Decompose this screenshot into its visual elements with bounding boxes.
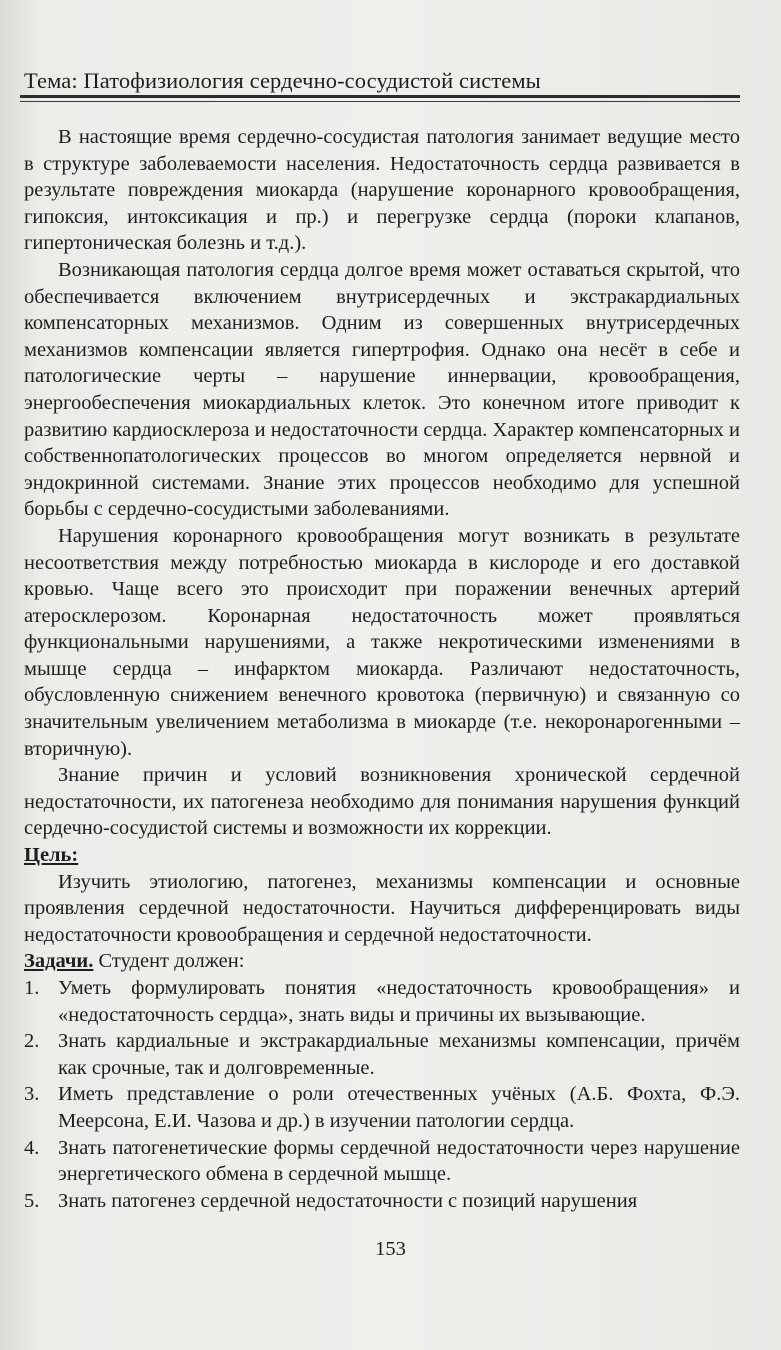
- paragraph-coronary: Нарушения коронарного кровообращения могут возникать в результате несоответствия между потребностью миокарда в кислороде и его доставкой кровью. Чаще всего это происходит при поражении венечных артерий атеросклерозом. Коронарная недостаточность может проявляться функциональными нарушениями, а также некротическими изменениями в мышце сердца – инфарктом миокарда. Различают недостаточность, обусловленную снижением венечного кровотока (первичную) и связанную со значительным увеличением метаболизма в миокарде (т.е. некоронарогенными – вторичную).: [24, 524, 740, 760]
- page-header-title: Тема: Патофизиология сердечно-сосудистой системы: [24, 68, 541, 93]
- task-item: [24, 1135, 740, 1188]
- task-number: 4.: [24, 1136, 40, 1159]
- task-item: [24, 1081, 740, 1134]
- tasks-list: [24, 975, 740, 1214]
- task-number: 1.: [24, 977, 40, 999]
- task-number: 3.: [24, 1083, 40, 1106]
- task-number: 2.: [24, 1030, 40, 1053]
- task-text: Знать патогенез сердечной недостаточности с позиций нарушения: [58, 1189, 638, 1212]
- tasks-intro: Студент должен:: [93, 950, 245, 973]
- tasks-heading: Задачи.: [24, 950, 94, 973]
- task-text: Иметь представление о роли отечественных учёных (А.Б. Фохта, Ф.Э. Меерсона, Е.И. Чазова и др.) в изучении патологии сердца.: [58, 1083, 740, 1132]
- task-text: Знать патогенетические формы сердечной недостаточности через нарушение энергетического обмена в сердечной мышце.: [58, 1136, 740, 1186]
- paragraph-knowledge: Знание причин и условий возникновения хронической сердечной недостаточности, их патогенеза необходимо для понимания нарушения функций сердечно-сосудистой системы и возможности их коррекции.: [24, 764, 740, 840]
- task-item: [24, 1188, 740, 1215]
- page-number: 153: [375, 1238, 406, 1260]
- header-rule-thick: [20, 95, 740, 98]
- task-text: Знать кардиальные и экстракардиальные механизмы компенсации, причём как срочные, так и долговременные.: [58, 1030, 740, 1079]
- task-text: Уметь формулировать понятия «недостаточность кровообращения» и «недостаточность сердца», знать виды и причины их вызывающие.: [58, 977, 740, 1026]
- tasks-line: [24, 948, 740, 975]
- goal-text: Изучить этиологию, патогенез, механизмы компенсации и основные проявления сердечной недостаточности. Научиться дифференцировать виды недостаточности кровообращения и сердечной недостаточности.: [24, 870, 740, 946]
- task-number: 5.: [24, 1189, 40, 1212]
- header-rule-thin: [20, 101, 740, 102]
- paragraph-compensation: Возникающая патология сердца долгое время может оставаться скрытой, что обеспечивается включением внутрисердечных и экстракардиальных компенсаторных механизмов. Одним из совершенных внутрисердечных механизмов компенсации является гипертрофия. Однако она несёт в себе и патологические черты – нарушение иннервации, кровообращения, энергообеспечения миокардиальных клеток. Это конечном итоге приводит к развитию кардиосклероза и недостаточности сердца. Характер компенсаторных и собственнопатологических процессов во многом определяется нервной и эндокринной системами. Знание этих процессов необходимо для успешной борьбы с сердечно-сосудистыми заболеваниями.: [24, 258, 740, 521]
- paragraph-intro: В настоящие время сердечно-сосудистая патология занимает ведущие место в структуре заболеваемости населения. Недостаточность сердца развивается в результате повреждения миокарда (нарушение коронарного кровообращения, гипоксия, интоксикация и пр.) и перегрузке сердца (пороки клапанов, гипертоническая болезнь и т.д.).: [24, 126, 740, 255]
- task-item: [24, 1028, 740, 1081]
- page-body: [24, 124, 740, 1214]
- task-item: [24, 975, 740, 1028]
- goal-heading: Цель:: [24, 844, 79, 867]
